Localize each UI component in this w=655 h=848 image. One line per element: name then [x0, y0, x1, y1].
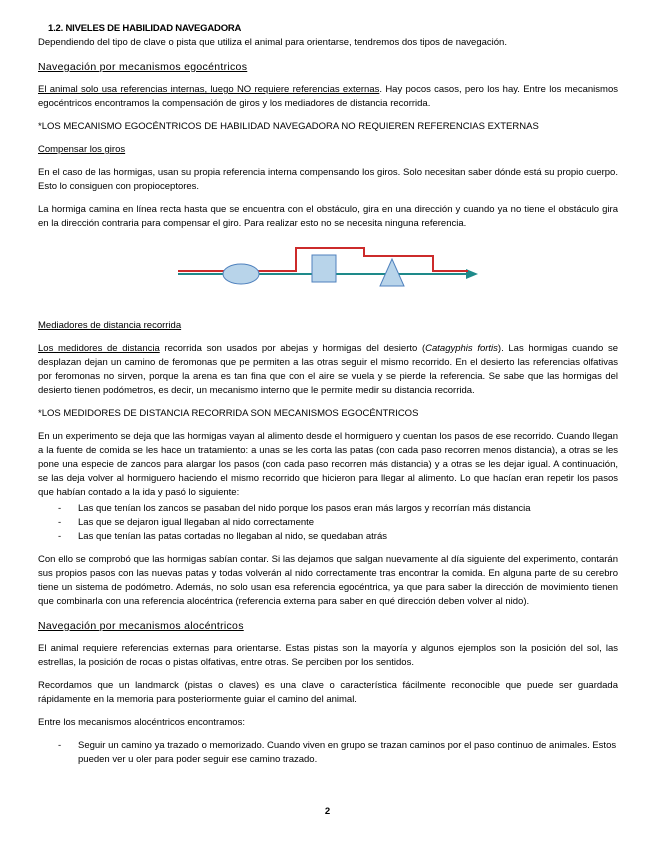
- list-item: - Seguir un camino ya trazado o memorizado. Cuando viven en grupo se trazan caminos por el paso continuo de animales. Estos pueden ver u oler para poder seguir ese camino trazado.: [58, 740, 617, 765]
- allocentric-paragraph-1: El animal requiere referencias externas para orientarse. Estas pistas son la mayoría y algunos ejemplos son la posición del sol, las estrellas, la posición de rocas o pistas olfativas, entre otras. Se perciben por los sentidos.: [38, 643, 618, 668]
- egocentric-heading: Navegación por mecanismos egocéntricos: [38, 61, 248, 73]
- allocentric-paragraph-2: Recordamos que un landmarck (pistas o claves) es una clave o característica fácilmente reconocible que puede ser guardada rápidamente en la memoria para posteriormente guiar el camino del animal.: [38, 680, 618, 705]
- list-item-text: Las que tenían las patas cortadas no llegaban al nido, se quedaban atrás: [78, 531, 387, 542]
- list-item: - Las que tenían los zancos se pasaban del nido porque los pasos eran más largos y recorrían más distancia: [58, 503, 531, 514]
- species-name: Catagyphis fortis: [425, 343, 498, 354]
- egocentric-paragraph: [38, 83, 618, 111]
- allocentric-paragraph-3: Entre los mecanismos alocéntricos encontramos:: [38, 717, 245, 728]
- page-number: 2: [324, 806, 331, 817]
- square-obstacle: [312, 255, 336, 282]
- distance-caps-note: *LOS MEDIDORES DE DISTANCIA RECORRIDA SON MECANISMOS EGOCÉNTRICOS: [38, 408, 419, 419]
- distance-paragraph-2: En un experimento se deja que las hormigas vayan al alimento desde el hormiguero y cuentan los pasos de ese recorrido. Cuando llegan a la fuente de comida se les hace un tratamiento: a unas se les corta las patas (con cada paso recorren menos distancia), a otras se les pone una especie de zancos para alargar los pasos (con cada paso recorren más distancia) y a otras se les dejar igual. A continuación, se las deja volver al hormiguero haciendo el mismo recorrido que hicieron para llegar al alimento. Lo que hacían eran repetir los pasos que habían contado a la ida y pasó lo siguiente:: [38, 431, 618, 498]
- distance-underlined: Los medidores de distancia: [38, 343, 160, 354]
- list-item-text: Las que se dejaron igual llegaban al nido correctamente: [78, 517, 315, 528]
- egocentric-rest: . Hay pocos casos, pero los hay. Entre los mecanismos egocéntricos encontramos la compensación de giros y los mediadores de distancia recorrida.: [38, 84, 618, 109]
- document-page: [38, 22, 618, 767]
- egocentric-underlined: El animal solo usa referencias internas, luego NO requiere referencias externas: [38, 84, 380, 95]
- list-item-text: Las que tenían los zancos se pasaban del nido porque los pasos eran más largos y recorrían más distancia: [78, 503, 531, 514]
- list-item-text: Seguir un camino ya trazado o memorizado. Cuando viven en grupo se trazan caminos por el paso continuo de animales. Estos pueden ver u oler para poder seguir ese camino trazado.: [78, 740, 617, 765]
- turn-comp-paragraph-2: La hormiga camina en línea recta hasta que se encuentra con el obstáculo, gira en una dirección y cuando ya no tiene el obstáculo gira en la dirección contraria para compensar el giro. Para realizar esto no se necesita ninguna referencia.: [38, 204, 618, 229]
- section-title: 1.2. NIVELES DE HABILIDAD NAVEGADORA: [48, 23, 242, 34]
- experiment-results-list: [38, 502, 618, 544]
- turn-comp-subheading: Compensar los giros: [38, 144, 126, 155]
- list-item: - Las que se dejaron igual llegaban al nido correctamente: [58, 517, 315, 528]
- distance-subheading: Mediadores de distancia recorrida: [38, 320, 182, 331]
- obstacle-path-diagram: [178, 245, 478, 295]
- oval-obstacle: [223, 264, 259, 284]
- distance-text-a: recorrida son usados por abejas y hormigas del desierto (: [159, 343, 426, 354]
- triangle-obstacle: [380, 259, 404, 286]
- distance-paragraph-1: [38, 342, 618, 398]
- egocentric-caps-note: *LOS MECANISMO EGOCÉNTRICOS DE HABILIDAD NAVEGADORA NO REQUIEREN REFERENCIAS EXTERNAS: [38, 121, 539, 132]
- distance-paragraph-3: Con ello se comprobó que las hormigas sabían contar. Si las dejamos que salgan nuevamente al día siguiente del experimento, contarán sus propios pasos con las nuevas patas y todas volverán al nido correctamente tras encontrar la comida. En alguna parte de su cerebro tiene un sistema de podómetro. Además, no solo usan esa referencia egocéntrica, ya que para saber la dirección de movimiento tienen que combinarla con una referencia alocéntrica (referencia externa para saber en qué dirección deben volver al nido).: [38, 554, 618, 607]
- list-item: - Las que tenían las patas cortadas no llegaban al nido, se quedaban atrás: [58, 531, 387, 542]
- intro-paragraph: Dependiendo del tipo de clave o pista que utiliza el animal para orientarse, tendremos dos tipos de navegación.: [38, 37, 507, 48]
- turn-comp-paragraph-1: En el caso de las hormigas, usan su propia referencia interna compensando los giros. Solo necesitan saber dónde está su propio cuerpo. Esto lo consiguen con propioceptores.: [38, 167, 618, 192]
- distance-text-b: ). Las hormigas cuando se desplazan dejan un camino de feromonas que pe permiten a las otras seguir el mismo recorrido. En el desierto las referencias olfativas por feromonas no sirven, porque la arena es tan fina que con el aire se vuela y se pierde la referencia. Se sabe que las hormigas del desierto tienen podómetros, es decir, un mecanismo interno que le permite medir su distancia recorrida.: [38, 343, 619, 396]
- allocentric-list: [38, 739, 618, 767]
- allocentric-heading: Navegación por mecanismos alocéntricos: [38, 620, 244, 632]
